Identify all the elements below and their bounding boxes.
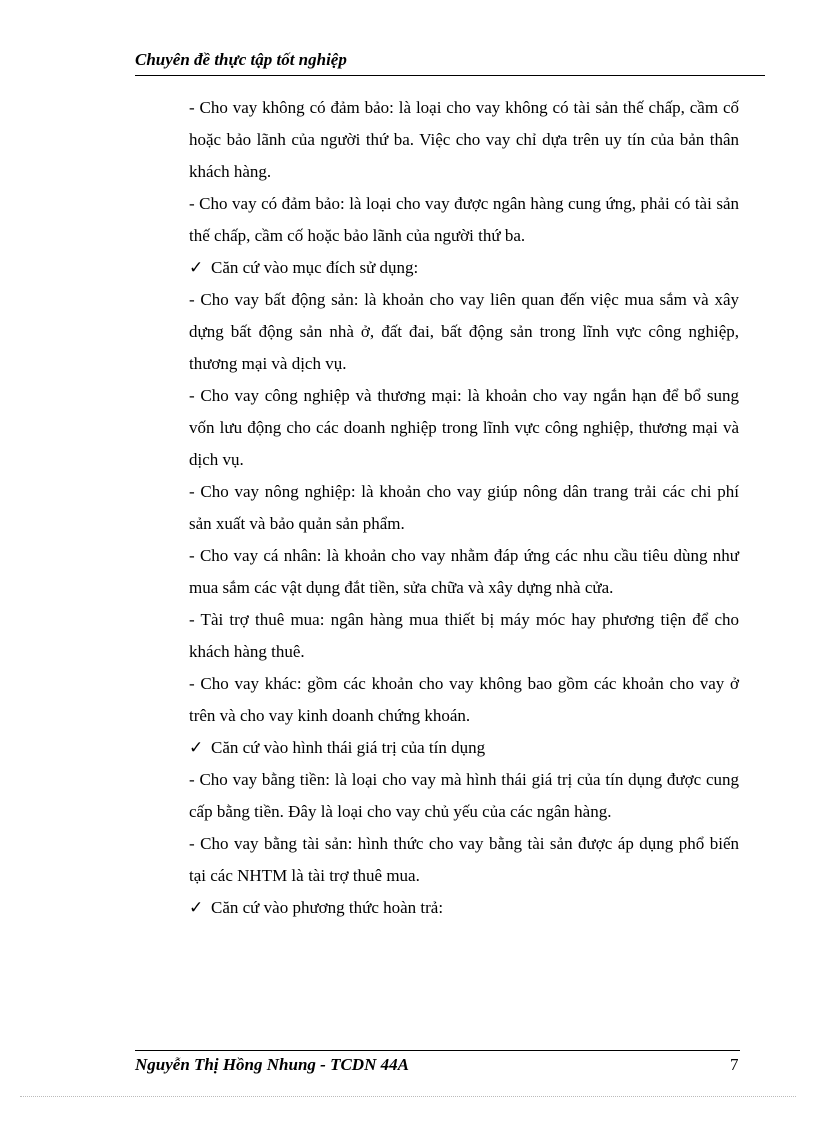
- paragraph: - Cho vay không có đảm bảo: là loại cho vay không có tài sản thế chấp, cầm cố hoặc bảo lãnh của người thứ ba. Việc cho vay chỉ dựa trên uy tín của bản thân khách hàng.: [189, 98, 739, 181]
- checklist-heading-text: Căn cứ vào mục đích sử dụng:: [211, 258, 419, 277]
- checklist-heading: [189, 252, 739, 284]
- page-bottom-divider: [20, 1096, 796, 1097]
- check-icon: ✓: [189, 258, 204, 277]
- paragraph: - Cho vay bằng tài sản: hình thức cho vay bằng tài sản được áp dụng phổ biến tại các NHTM là tài trợ thuê mua.: [189, 834, 739, 885]
- check-icon: ✓: [189, 738, 204, 757]
- paragraph: - Cho vay cá nhân: là khoản cho vay nhằm đáp ứng các nhu cầu tiêu dùng như mua sắm các vật dụng đắt tiền, sửa chữa và xây dựng nhà cửa.: [189, 546, 739, 597]
- document-body: [189, 92, 739, 924]
- paragraph: - Cho vay có đảm bảo: là loại cho vay được ngân hàng cung ứng, phải có tài sản thế chấp, cầm cố hoặc bảo lãnh của người thứ ba.: [189, 194, 739, 245]
- checklist-heading-text: Căn cứ vào phương thức hoàn trả:: [211, 898, 444, 917]
- check-icon: ✓: [189, 898, 204, 917]
- footer-author: Nguyễn Thị Hồng Nhung - TCDN 44A: [135, 1055, 409, 1074]
- page-number: 7: [730, 1055, 739, 1074]
- paragraph: - Cho vay khác: gồm các khoản cho vay không bao gồm các khoản cho vay ở trên và cho vay kinh doanh chứng khoán.: [189, 674, 739, 725]
- checklist-heading: [189, 892, 739, 924]
- paragraph: - Cho vay bằng tiền: là loại cho vay mà hình thái giá trị của tín dụng được cung cấp bằng tiền. Đây là loại cho vay chủ yếu của các ngân hàng.: [189, 770, 739, 821]
- paragraph: - Tài trợ thuê mua: ngân hàng mua thiết bị máy móc hay phương tiện để cho khách hàng thuê.: [189, 610, 739, 661]
- header-rule: [135, 75, 765, 76]
- checklist-heading-text: Căn cứ vào hình thái giá trị của tín dụng: [211, 738, 486, 757]
- checklist-heading: [189, 732, 739, 764]
- header-title: Chuyên đề thực tập tốt nghiệp: [135, 50, 347, 69]
- paragraph: - Cho vay công nghiệp và thương mại: là khoản cho vay ngắn hạn để bổ sung vốn lưu động cho các doanh nghiệp trong lĩnh vực công nghiệp, thương mại và dịch vụ.: [189, 386, 739, 469]
- paragraph: - Cho vay bất động sản: là khoản cho vay liên quan đến việc mua sắm và xây dựng bất động sản nhà ở, đất đai, bất động sản trong lĩnh vực công nghiệp, thương mại và dịch vụ.: [189, 290, 739, 373]
- footer-rule: [135, 1050, 740, 1051]
- paragraph: - Cho vay nông nghiệp: là khoản cho vay giúp nông dân trang trải các chi phí sản xuất và bảo quản sản phẩm.: [189, 482, 739, 533]
